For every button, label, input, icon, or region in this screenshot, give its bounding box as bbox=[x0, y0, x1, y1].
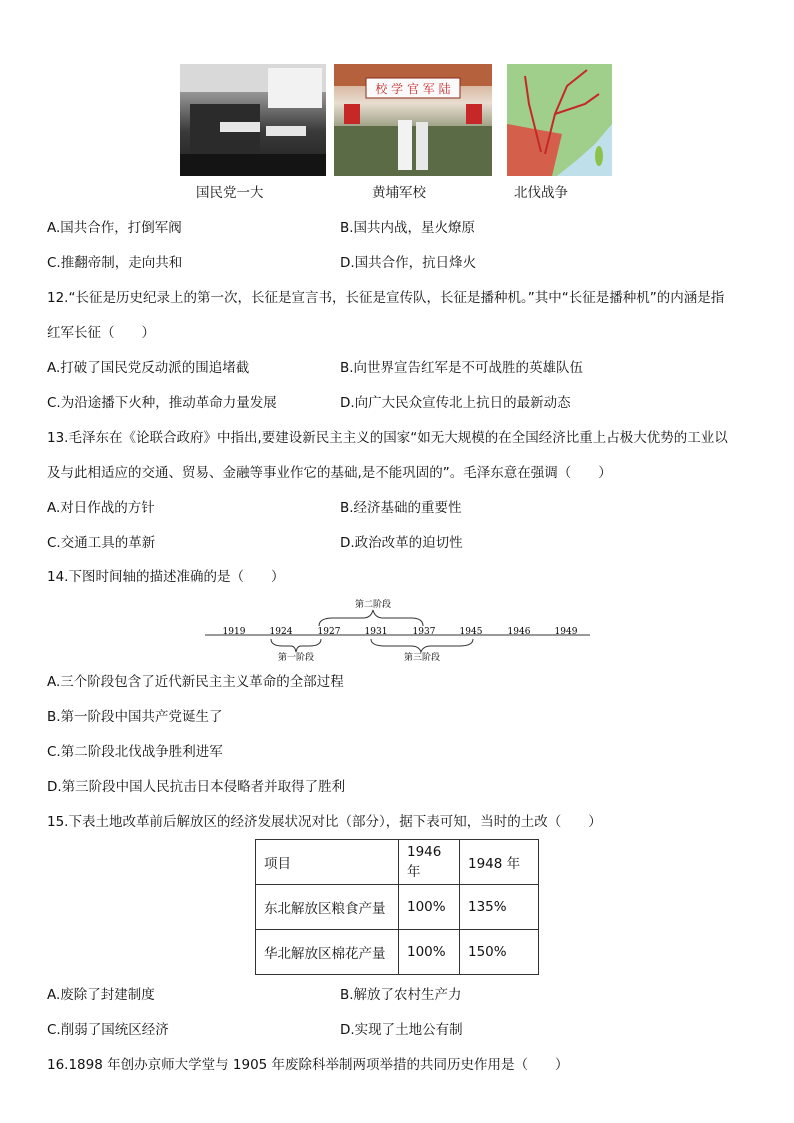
q11-option-c[interactable]: C.推翻帝制，走向共和 bbox=[47, 255, 183, 271]
q14-option-c[interactable]: C.第二阶段北伐战争胜利进军 bbox=[47, 744, 223, 760]
q15-option-c[interactable]: C.削弱了国统区经济 bbox=[47, 1022, 169, 1038]
q14-stem: 14.下图时间轴的描述准确的是（ ） bbox=[47, 569, 285, 585]
kmt-congress-photo bbox=[180, 64, 326, 176]
photo-caption-whampoa: 黄埔军校 bbox=[372, 185, 426, 201]
q11-option-b[interactable]: B.国共内战，星火燎原 bbox=[340, 220, 476, 236]
q12-option-b[interactable]: B.向世界宣告红军是不可战胜的英雄队伍 bbox=[340, 360, 584, 376]
q12-option-d[interactable]: D.向广大民众宣传北上抗日的最新动态 bbox=[340, 395, 571, 411]
academy-sign: 校 学 官 军 陆 bbox=[375, 82, 451, 96]
stage3-label: 第三阶段 bbox=[403, 653, 441, 663]
map-illustration bbox=[507, 64, 612, 176]
q12-option-c[interactable]: C.为沿途播下火种，推动革命力量发展 bbox=[47, 395, 277, 411]
q12-stem-line1: 12.“长征是历史纪录上的第一次，长征是宣言书，长征是宣传队，长征是播种机。”其中“长征是播种机”的内涵是指 bbox=[47, 290, 725, 306]
timeline-year: 1919 bbox=[222, 627, 246, 637]
table-header-cell: 项目 bbox=[256, 840, 399, 885]
q13-stem-line1: 13.毛泽东在《论联合政府》中指出,要建设新民主主义的国家“如无大规模的在全国经济比重上占极大优势的工业以 bbox=[47, 430, 728, 446]
kmt-congress-illustration bbox=[180, 64, 326, 176]
table-header-cell: 1948 年 bbox=[460, 840, 539, 885]
q13-option-d[interactable]: D.政治改革的迫切性 bbox=[340, 535, 463, 551]
q14-option-b[interactable]: B.第一阶段中国共产党诞生了 bbox=[47, 709, 223, 725]
timeline-year: 1927 bbox=[317, 627, 341, 637]
q16-stem: 16.1898 年创办京师大学堂与 1905 年废除科举制两项举措的共同历史作用是（ ） bbox=[47, 1057, 569, 1073]
q15-option-b[interactable]: B.解放了农村生产力 bbox=[340, 987, 462, 1003]
timeline-year: 1924 bbox=[269, 627, 293, 637]
table-row bbox=[256, 930, 539, 975]
stage2-label: 第二阶段 bbox=[354, 600, 392, 610]
q13-option-b[interactable]: B.经济基础的重要性 bbox=[340, 500, 462, 516]
q12-stem-line2: 红军长征（ ） bbox=[47, 325, 155, 341]
q13-option-c[interactable]: C.交通工具的革新 bbox=[47, 535, 156, 551]
timeline-year: 1946 bbox=[507, 627, 531, 637]
stage2-brace bbox=[319, 610, 423, 626]
whampoa-academy-photo bbox=[334, 64, 492, 176]
q11-option-d[interactable]: D.国共合作，抗日烽火 bbox=[340, 255, 477, 271]
whampoa-illustration bbox=[334, 64, 492, 176]
timeline-year: 1937 bbox=[412, 627, 436, 637]
stage3-brace bbox=[371, 639, 473, 652]
land-reform-table bbox=[255, 839, 539, 975]
q13-option-a[interactable]: A.对日作战的方针 bbox=[47, 500, 155, 516]
q15-option-d[interactable]: D.实现了土地公有制 bbox=[340, 1022, 463, 1038]
stage1-brace bbox=[271, 639, 321, 652]
photo-caption-expedition: 北伐战争 bbox=[514, 185, 568, 201]
northern-expedition-map bbox=[507, 64, 612, 176]
q15-stem: 15.下表土地改革前后解放区的经济发展状况对比（部分），据下表可知，当时的土改（ ） bbox=[47, 814, 602, 830]
table-cell: 东北解放区粮食产量 bbox=[256, 885, 399, 930]
table-header-row bbox=[256, 840, 539, 885]
q11-option-a[interactable]: A.国共合作，打倒军阀 bbox=[47, 220, 182, 236]
timeline-year: 1931 bbox=[364, 627, 388, 637]
table-cell: 华北解放区棉花产量 bbox=[256, 930, 399, 975]
timeline-diagram bbox=[205, 598, 590, 664]
table-cell: 150% bbox=[460, 930, 539, 975]
q15-option-a[interactable]: A.废除了封建制度 bbox=[47, 987, 155, 1003]
q14-option-d[interactable]: D.第三阶段中国人民抗击日本侵略者并取得了胜利 bbox=[47, 779, 346, 795]
timeline-year: 1945 bbox=[459, 627, 483, 637]
photo-caption-kmt: 国民党一大 bbox=[196, 185, 264, 201]
table-cell: 100% bbox=[399, 885, 460, 930]
table-cell: 100% bbox=[399, 930, 460, 975]
q12-option-a[interactable]: A.打破了国民党反动派的围追堵截 bbox=[47, 360, 250, 376]
table-row bbox=[256, 885, 539, 930]
q13-stem-line2: 及与此相适应的交通、贸易、金融等事业作它的基础,是不能巩固的”。毛泽东意在强调（ ） bbox=[47, 465, 612, 481]
timeline-year: 1949 bbox=[554, 627, 578, 637]
q14-option-a[interactable]: A.三个阶段包含了近代新民主主义革命的全部过程 bbox=[47, 674, 344, 690]
stage1-label: 第一阶段 bbox=[277, 653, 315, 663]
table-header-cell: 1946 年 bbox=[399, 840, 460, 885]
table-cell: 135% bbox=[460, 885, 539, 930]
